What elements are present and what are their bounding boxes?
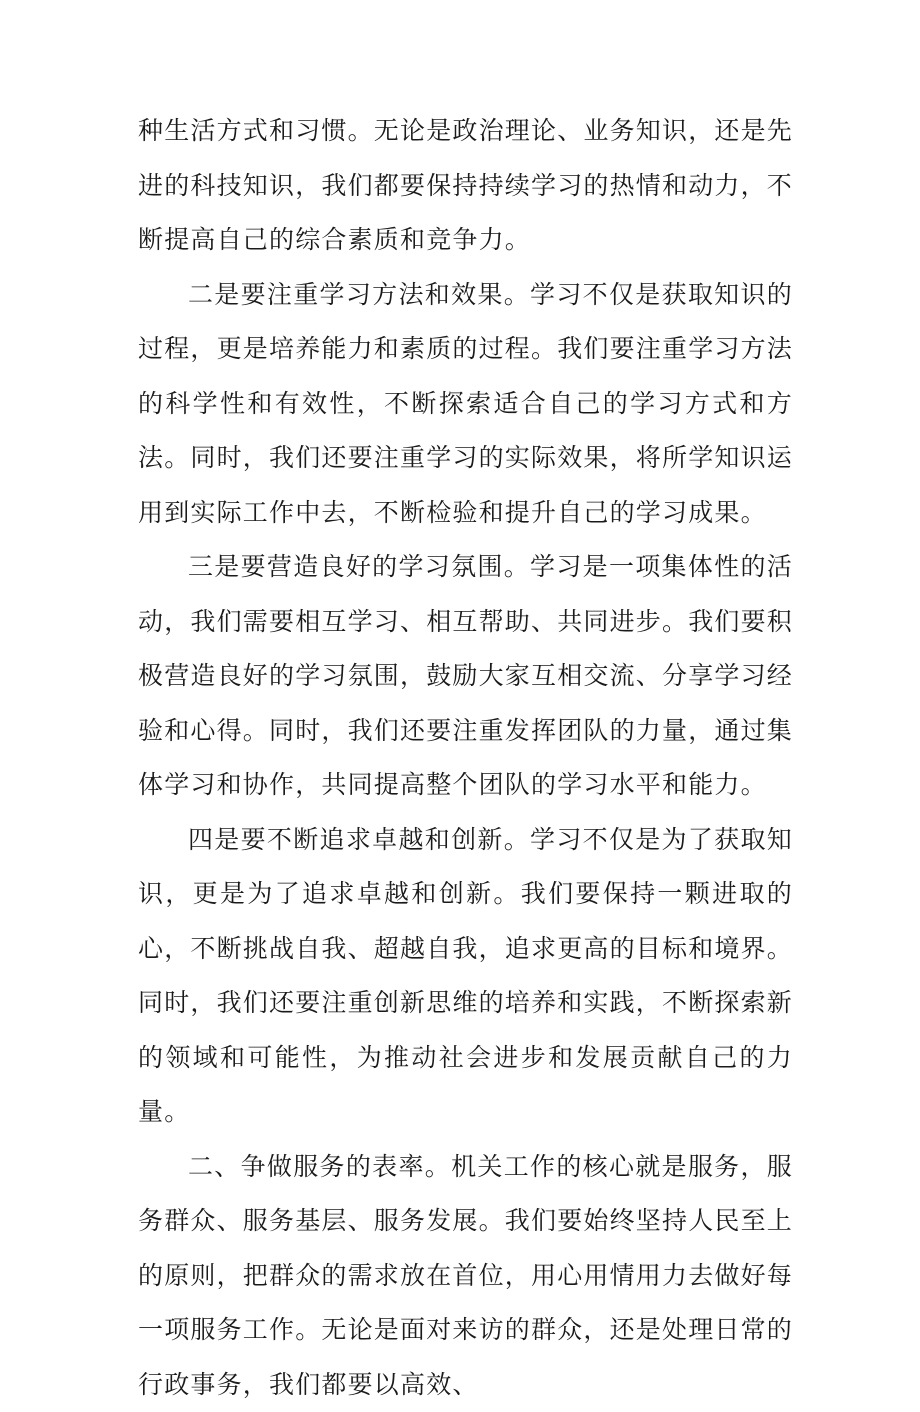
paragraph-continuation: 种生活方式和习惯。无论是政治理论、业务知识，还是先进的科技知识，我们都要保持持续学习的热情和动力，不断提高自己的综合素质和竞争力。 [138, 104, 793, 268]
paragraph-excellence-innovation: 四是要不断追求卓越和创新。学习不仅是为了获取知识，更是为了追求卓越和创新。我们要保持一颗进取的心，不断挑战自我、超越自我，追求更高的目标和境界。同时，我们还要注重创新思维的培养和实践，不断探索新的领域和可能性，为推动社会进步和发展贡献自己的力量。 [138, 813, 793, 1140]
document-body [138, 104, 793, 1412]
paragraph-service-model: 二、争做服务的表率。机关工作的核心就是服务，服务群众、服务基层、服务发展。我们要始终坚持人民至上的原则，把群众的需求放在首位，用心用情用力去做好每一项服务工作。无论是面对来访的群众，还是处理日常的行政事务，我们都要以高效、 [138, 1140, 793, 1412]
paragraph-learning-atmosphere: 三是要营造良好的学习氛围。学习是一项集体性的活动，我们需要相互学习、相互帮助、共同进步。我们要积极营造良好的学习氛围，鼓励大家互相交流、分享学习经验和心得。同时，我们还要注重发挥团队的力量，通过集体学习和协作，共同提高整个团队的学习水平和能力。 [138, 540, 793, 813]
paragraph-study-methods: 二是要注重学习方法和效果。学习不仅是获取知识的过程，更是培养能力和素质的过程。我们要注重学习方法的科学性和有效性，不断探索适合自己的学习方式和方法。同时，我们还要注重学习的实际效果，将所学知识运用到实际工作中去，不断检验和提升自己的学习成果。 [138, 268, 793, 541]
